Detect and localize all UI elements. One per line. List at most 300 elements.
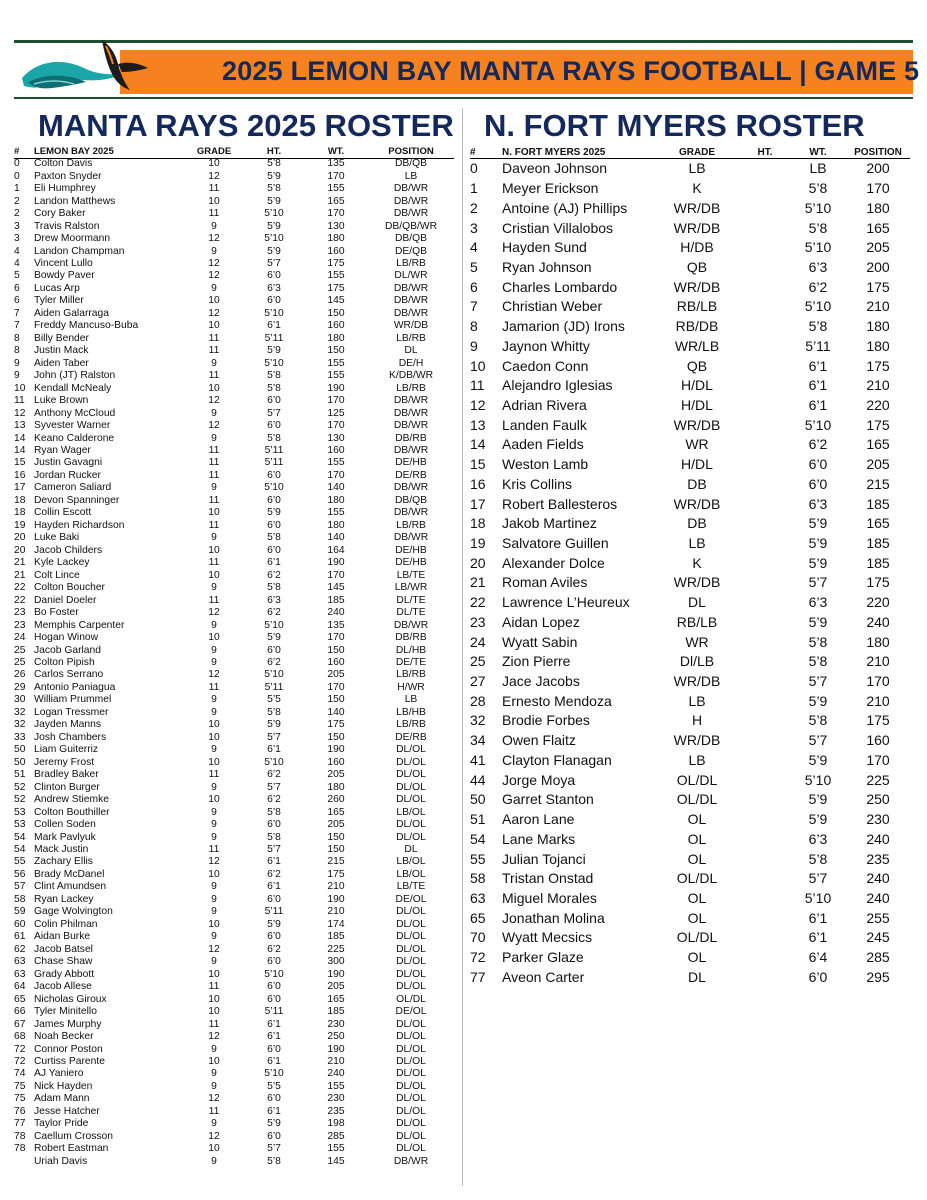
player-position: 170: [866, 180, 890, 197]
player-number: 8: [470, 318, 478, 335]
player-name: Jacob Garland: [34, 644, 101, 656]
player-number: 1: [14, 183, 20, 195]
table-row: [470, 967, 910, 987]
player-name: Caellum Crosson: [34, 1130, 113, 1142]
player-name: Logan Tressmer: [34, 706, 109, 718]
player-weight: 145: [327, 1155, 345, 1167]
player-number: 32: [470, 712, 486, 729]
player-grade: WR/DB: [673, 495, 721, 512]
table-row: [14, 944, 454, 956]
player-height: 6’0: [267, 1043, 281, 1055]
table-row: [470, 415, 910, 435]
player-name: Devon Spanninger: [34, 494, 120, 506]
player-number: 13: [470, 416, 486, 433]
player-number: 41: [470, 751, 486, 768]
player-grade: 10: [208, 731, 220, 743]
player-number: 59: [14, 906, 26, 918]
player-weight: 210: [327, 881, 345, 893]
player-number: 9: [14, 357, 20, 369]
player-grade: LB: [688, 160, 706, 177]
player-grade: 11: [208, 519, 220, 531]
player-number: 55: [470, 850, 486, 867]
player-height: 6’1: [267, 557, 281, 569]
player-name: Daveon Johnson: [502, 160, 608, 177]
header-name: LEMON BAY 2025: [34, 146, 114, 157]
table-row: [14, 644, 454, 656]
player-grade: 9: [211, 482, 217, 494]
player-number: 6: [14, 282, 20, 294]
table-header-row: [14, 146, 454, 158]
player-number: 5: [14, 270, 20, 282]
player-grade: 11: [208, 1105, 220, 1117]
player-weight: 135: [327, 158, 345, 170]
player-grade: 10: [208, 295, 220, 307]
player-weight: 5’10: [804, 199, 832, 216]
player-name: Collen Soden: [34, 819, 96, 831]
player-name: Lane Marks: [502, 830, 576, 847]
player-name: AJ Yaniero: [34, 1068, 84, 1080]
player-grade: WR/DB: [673, 574, 721, 591]
player-position: DB/WR: [393, 507, 429, 519]
player-grade: 9: [211, 956, 217, 968]
table-row: [470, 751, 910, 771]
player-weight: 5’7: [808, 673, 828, 690]
player-name: Drew Moormann: [34, 233, 111, 245]
player-number: 14: [14, 445, 26, 457]
player-name: Justin Mack: [34, 345, 89, 357]
player-height: 5’9: [267, 1118, 281, 1130]
player-weight: 6’3: [808, 594, 828, 611]
player-number: 51: [14, 769, 26, 781]
player-position: 175: [866, 416, 890, 433]
player-weight: 5’10: [804, 771, 832, 788]
player-name: Wyatt Sabin: [502, 633, 578, 650]
player-name: Charles Lombardo: [502, 278, 618, 295]
player-name: Tyler Minitello: [34, 1006, 97, 1018]
player-height: 5’9: [267, 507, 281, 519]
player-height: 6’1: [267, 856, 281, 868]
table-row: [470, 573, 910, 593]
player-number: 10: [14, 382, 26, 394]
player-position: WR/DB: [393, 320, 429, 332]
player-position: DL/OL: [396, 1130, 426, 1142]
player-height: 5’8: [267, 706, 281, 718]
player-number: 23: [14, 619, 26, 631]
player-height: [740, 435, 790, 455]
player-position: DL/OL: [396, 831, 426, 843]
player-position: K/DB/WR: [388, 370, 434, 382]
player-height: [740, 336, 790, 356]
player-height: 5’10: [264, 208, 284, 220]
player-height: [740, 455, 790, 475]
header-weight: WT.: [327, 146, 345, 157]
player-grade: LB: [688, 751, 706, 768]
player-grade: OL/DL: [676, 791, 718, 808]
table-row: [14, 245, 454, 257]
player-number: 17: [14, 482, 26, 494]
player-grade: OL: [687, 850, 707, 867]
player-number: 55: [14, 856, 26, 868]
player-weight: 240: [327, 607, 345, 619]
player-name: Jordan Rucker: [34, 469, 101, 481]
table-row: [14, 594, 454, 606]
table-row: [14, 1143, 454, 1155]
player-position: DL/OL: [396, 1105, 426, 1117]
player-name: Salvatore Guillen: [502, 535, 609, 552]
player-name: Meyer Erickson: [502, 180, 599, 197]
player-weight: 130: [327, 220, 345, 232]
player-height: 5’8: [267, 1155, 281, 1167]
player-weight: 155: [327, 1080, 345, 1092]
player-grade: 11: [208, 594, 220, 606]
player-grade: H/DB: [680, 239, 714, 256]
player-grade: LB: [688, 535, 706, 552]
player-position: 225: [866, 771, 890, 788]
player-weight: 170: [327, 632, 345, 644]
player-weight: 5’7: [808, 732, 828, 749]
player-position: DL/TE: [396, 607, 426, 619]
table-row: [14, 482, 454, 494]
table-row: [14, 569, 454, 581]
table-row: [14, 732, 454, 744]
player-weight: 205: [327, 819, 345, 831]
player-weight: 6’4: [808, 949, 828, 966]
player-grade: 10: [208, 544, 220, 556]
player-grade: QB: [686, 258, 708, 275]
player-height: 5’8: [267, 382, 281, 394]
player-height: 5’7: [267, 407, 281, 419]
player-position: DL/OL: [396, 744, 426, 756]
player-position: LB/OL: [396, 856, 426, 868]
player-name: Aidan Lopez: [502, 613, 580, 630]
table-row: [14, 1093, 454, 1105]
table-row: [470, 948, 910, 968]
player-height: 5’9: [267, 170, 281, 182]
player-name: Bradley Baker: [34, 769, 99, 781]
player-position: 180: [866, 337, 890, 354]
player-height: 6’2: [267, 794, 281, 806]
player-height: [740, 238, 790, 258]
player-weight: 180: [327, 233, 345, 245]
table-row: [14, 694, 454, 706]
player-height: 5’9: [267, 220, 281, 232]
player-position: LB/TE: [396, 569, 426, 581]
table-row: [470, 198, 910, 218]
player-grade: 12: [208, 943, 220, 955]
player-weight: 175: [327, 282, 345, 294]
player-grade: 9: [211, 582, 217, 594]
player-position: 255: [866, 909, 890, 926]
player-number: 3: [14, 220, 20, 232]
player-number: 7: [14, 307, 20, 319]
player-number: 4: [14, 257, 20, 269]
table-row: [14, 320, 454, 332]
player-number: 9: [470, 337, 478, 354]
player-grade: 10: [208, 1055, 220, 1067]
player-grade: OL/DL: [676, 929, 718, 946]
player-name: Colt Lince: [34, 569, 80, 581]
player-number: 22: [14, 594, 26, 606]
player-number: 57: [14, 881, 26, 893]
table-row: [14, 158, 454, 170]
table-row: [14, 345, 454, 357]
table-row: [14, 757, 454, 769]
player-number: 66: [14, 1006, 26, 1018]
player-grade: 12: [208, 607, 220, 619]
player-name: Cristian Villalobos: [502, 219, 614, 236]
player-grade: 12: [208, 1093, 220, 1105]
player-weight: 5’8: [808, 653, 828, 670]
player-weight: 6’3: [808, 495, 828, 512]
table-row: [470, 494, 910, 514]
player-number: 16: [14, 469, 26, 481]
table-row: [14, 931, 454, 943]
player-grade: K: [692, 180, 702, 197]
table-row: [14, 682, 454, 694]
player-grade: WR/DB: [673, 219, 721, 236]
player-number: 28: [470, 692, 486, 709]
player-number: 3: [14, 233, 20, 245]
player-name: Taylor Pride: [34, 1118, 89, 1130]
player-number: 25: [470, 653, 486, 670]
player-weight: 175: [327, 719, 345, 731]
player-position: DB/WR: [393, 295, 429, 307]
player-weight: 5’8: [808, 850, 828, 867]
player-name: Keano Calderone: [34, 432, 115, 444]
player-name: Gage Wolvington: [34, 906, 113, 918]
player-grade: WR/DB: [673, 199, 721, 216]
player-position: LB/WR: [394, 582, 428, 594]
player-height: 6’1: [267, 1105, 281, 1117]
player-number: 0: [14, 170, 20, 182]
player-grade: 12: [208, 1130, 220, 1142]
player-weight: 170: [327, 170, 345, 182]
player-grade: OL: [687, 949, 707, 966]
player-grade: OL: [687, 811, 707, 828]
player-name: Adam Mann: [34, 1093, 90, 1105]
player-height: 6’0: [267, 469, 281, 481]
player-height: 6’1: [267, 1031, 281, 1043]
player-position: 185: [866, 535, 890, 552]
player-name: John (JT) Ralston: [34, 370, 116, 382]
table-row: [470, 770, 910, 790]
player-height: [740, 179, 790, 199]
player-position: LB/RB: [396, 332, 426, 344]
player-weight: 198: [327, 1118, 345, 1130]
player-height: 6’0: [267, 494, 281, 506]
player-height: 6’0: [267, 544, 281, 556]
table-row: [14, 358, 454, 370]
table-row: [470, 908, 910, 928]
player-number: 33: [14, 731, 26, 743]
player-name: Kendall McNealy: [34, 382, 112, 394]
player-position: DL/OL: [396, 1068, 426, 1080]
player-position: DE/HB: [395, 544, 427, 556]
player-grade: 10: [208, 507, 220, 519]
player-number: 78: [14, 1130, 26, 1142]
player-height: 5’10: [264, 357, 284, 369]
player-grade: 11: [208, 208, 220, 220]
player-name: Kyle Lackey: [34, 557, 90, 569]
player-weight: 5’9: [808, 791, 828, 808]
player-position: DB/WR: [393, 1155, 429, 1167]
player-grade: 11: [208, 332, 220, 344]
player-grade: DL: [688, 594, 706, 611]
player-weight: 240: [327, 1068, 345, 1080]
player-grade: 9: [211, 644, 217, 656]
player-height: 6’0: [267, 993, 281, 1005]
player-position: 170: [866, 751, 890, 768]
player-name: Nicholas Giroux: [34, 993, 107, 1005]
table-row: [14, 1106, 454, 1118]
player-position: DL/OL: [396, 1031, 426, 1043]
player-height: 6’0: [267, 420, 281, 432]
player-grade: 10: [208, 968, 220, 980]
player-number: 26: [14, 669, 26, 681]
player-height: 5’11: [264, 906, 284, 918]
player-number: 11: [14, 395, 25, 407]
player-name: Landon Champman: [34, 245, 125, 257]
player-position: H/WR: [397, 681, 425, 693]
player-name: Tyler Miller: [34, 295, 84, 307]
player-height: 5’8: [267, 432, 281, 444]
table-row: [14, 1031, 454, 1043]
player-height: [740, 159, 790, 179]
player-grade: WR/DB: [673, 278, 721, 295]
player-position: DB/QB: [394, 494, 428, 506]
player-position: DB/WR: [393, 307, 429, 319]
table-row: [14, 669, 454, 681]
player-height: 6’0: [267, 1093, 281, 1105]
table-row: [470, 613, 910, 633]
player-grade: 12: [208, 395, 220, 407]
player-number: 7: [470, 298, 478, 315]
player-number: 61: [14, 931, 26, 943]
player-number: 0: [470, 160, 478, 177]
player-position: LB: [404, 694, 418, 706]
player-grade: 9: [211, 357, 217, 369]
table-row: [14, 607, 454, 619]
player-position: 200: [866, 160, 890, 177]
player-number: 56: [14, 868, 26, 880]
player-height: 6’2: [267, 769, 281, 781]
table-row: [14, 844, 454, 856]
player-position: DL/OL: [396, 918, 426, 930]
player-name: Josh Chambers: [34, 731, 107, 743]
player-height: 5’11: [264, 457, 284, 469]
table-row: [14, 881, 454, 893]
player-height: 5’10: [264, 619, 284, 631]
player-weight: 190: [327, 744, 345, 756]
player-name: Zachary Ellis: [34, 856, 93, 868]
player-name: Cameron Saliard: [34, 482, 112, 494]
table-row: [14, 407, 454, 419]
player-number: 67: [14, 1018, 26, 1030]
table-row: [14, 856, 454, 868]
table-row: [14, 1056, 454, 1068]
player-name: Colton Boucher: [34, 582, 105, 594]
player-height: 5’7: [267, 781, 281, 793]
table-row: [14, 632, 454, 644]
player-grade: 9: [211, 706, 217, 718]
player-number: 63: [14, 968, 26, 980]
player-number: 4: [470, 239, 478, 256]
player-position: DL: [404, 844, 418, 856]
player-weight: 155: [327, 183, 345, 195]
player-height: [740, 889, 790, 909]
table-row: [14, 308, 454, 320]
player-name: Lawrence L’Heureux: [502, 594, 630, 611]
player-grade: 9: [211, 1068, 217, 1080]
player-weight: 6’0: [808, 456, 828, 473]
player-weight: 185: [327, 931, 345, 943]
player-weight: 170: [327, 469, 345, 481]
player-weight: 6’1: [808, 357, 828, 374]
player-weight: 5’10: [804, 298, 832, 315]
player-height: 5’8: [267, 806, 281, 818]
player-weight: 210: [327, 1055, 345, 1067]
player-name: Nick Hayden: [34, 1080, 93, 1092]
table-row: [14, 333, 454, 345]
player-name: Jeremy Frost: [34, 756, 95, 768]
player-position: LB: [404, 170, 418, 182]
player-name: Lucas Arp: [34, 282, 80, 294]
player-number: 51: [470, 811, 486, 828]
player-position: DB/WR: [393, 619, 429, 631]
player-weight: 5’9: [808, 692, 828, 709]
player-height: 5’5: [267, 1080, 281, 1092]
player-number: 3: [470, 219, 478, 236]
player-position: DB/RB: [395, 632, 427, 644]
left-roster-title: MANTA RAYS 2025 ROSTER: [38, 108, 454, 143]
table-row: [14, 445, 454, 457]
player-number: 25: [14, 644, 26, 656]
table-row: [14, 1131, 454, 1143]
player-weight: 174: [327, 918, 345, 930]
player-position: DE/HB: [395, 457, 427, 469]
player-number: 8: [14, 332, 20, 344]
player-weight: 180: [327, 494, 345, 506]
player-number: 15: [470, 456, 486, 473]
player-grade: 9: [211, 220, 217, 232]
player-grade: 10: [208, 569, 220, 581]
player-name: Adrian Rivera: [502, 396, 587, 413]
player-height: [740, 849, 790, 869]
player-position: DL/OL: [396, 956, 426, 968]
player-height: [740, 534, 790, 554]
player-position: DL/OL: [396, 1043, 426, 1055]
player-weight: 150: [327, 307, 345, 319]
player-height: 6’3: [267, 282, 281, 294]
player-height: 6’2: [267, 656, 281, 668]
player-grade: WR/DB: [673, 732, 721, 749]
table-row: [14, 470, 454, 482]
player-position: 185: [866, 554, 890, 571]
player-position: DE/QB: [394, 245, 428, 257]
table-row: [14, 806, 454, 818]
player-height: [740, 711, 790, 731]
table-row: [470, 218, 910, 238]
player-name: Aidan Burke: [34, 931, 91, 943]
player-weight: 180: [327, 332, 345, 344]
player-weight: 285: [327, 1130, 345, 1142]
player-name: Colin Philman: [34, 918, 98, 930]
player-weight: 150: [327, 345, 345, 357]
player-height: 6’0: [267, 956, 281, 968]
player-weight: 6’0: [808, 475, 828, 492]
table-row: [14, 919, 454, 931]
player-position: 240: [866, 889, 890, 906]
